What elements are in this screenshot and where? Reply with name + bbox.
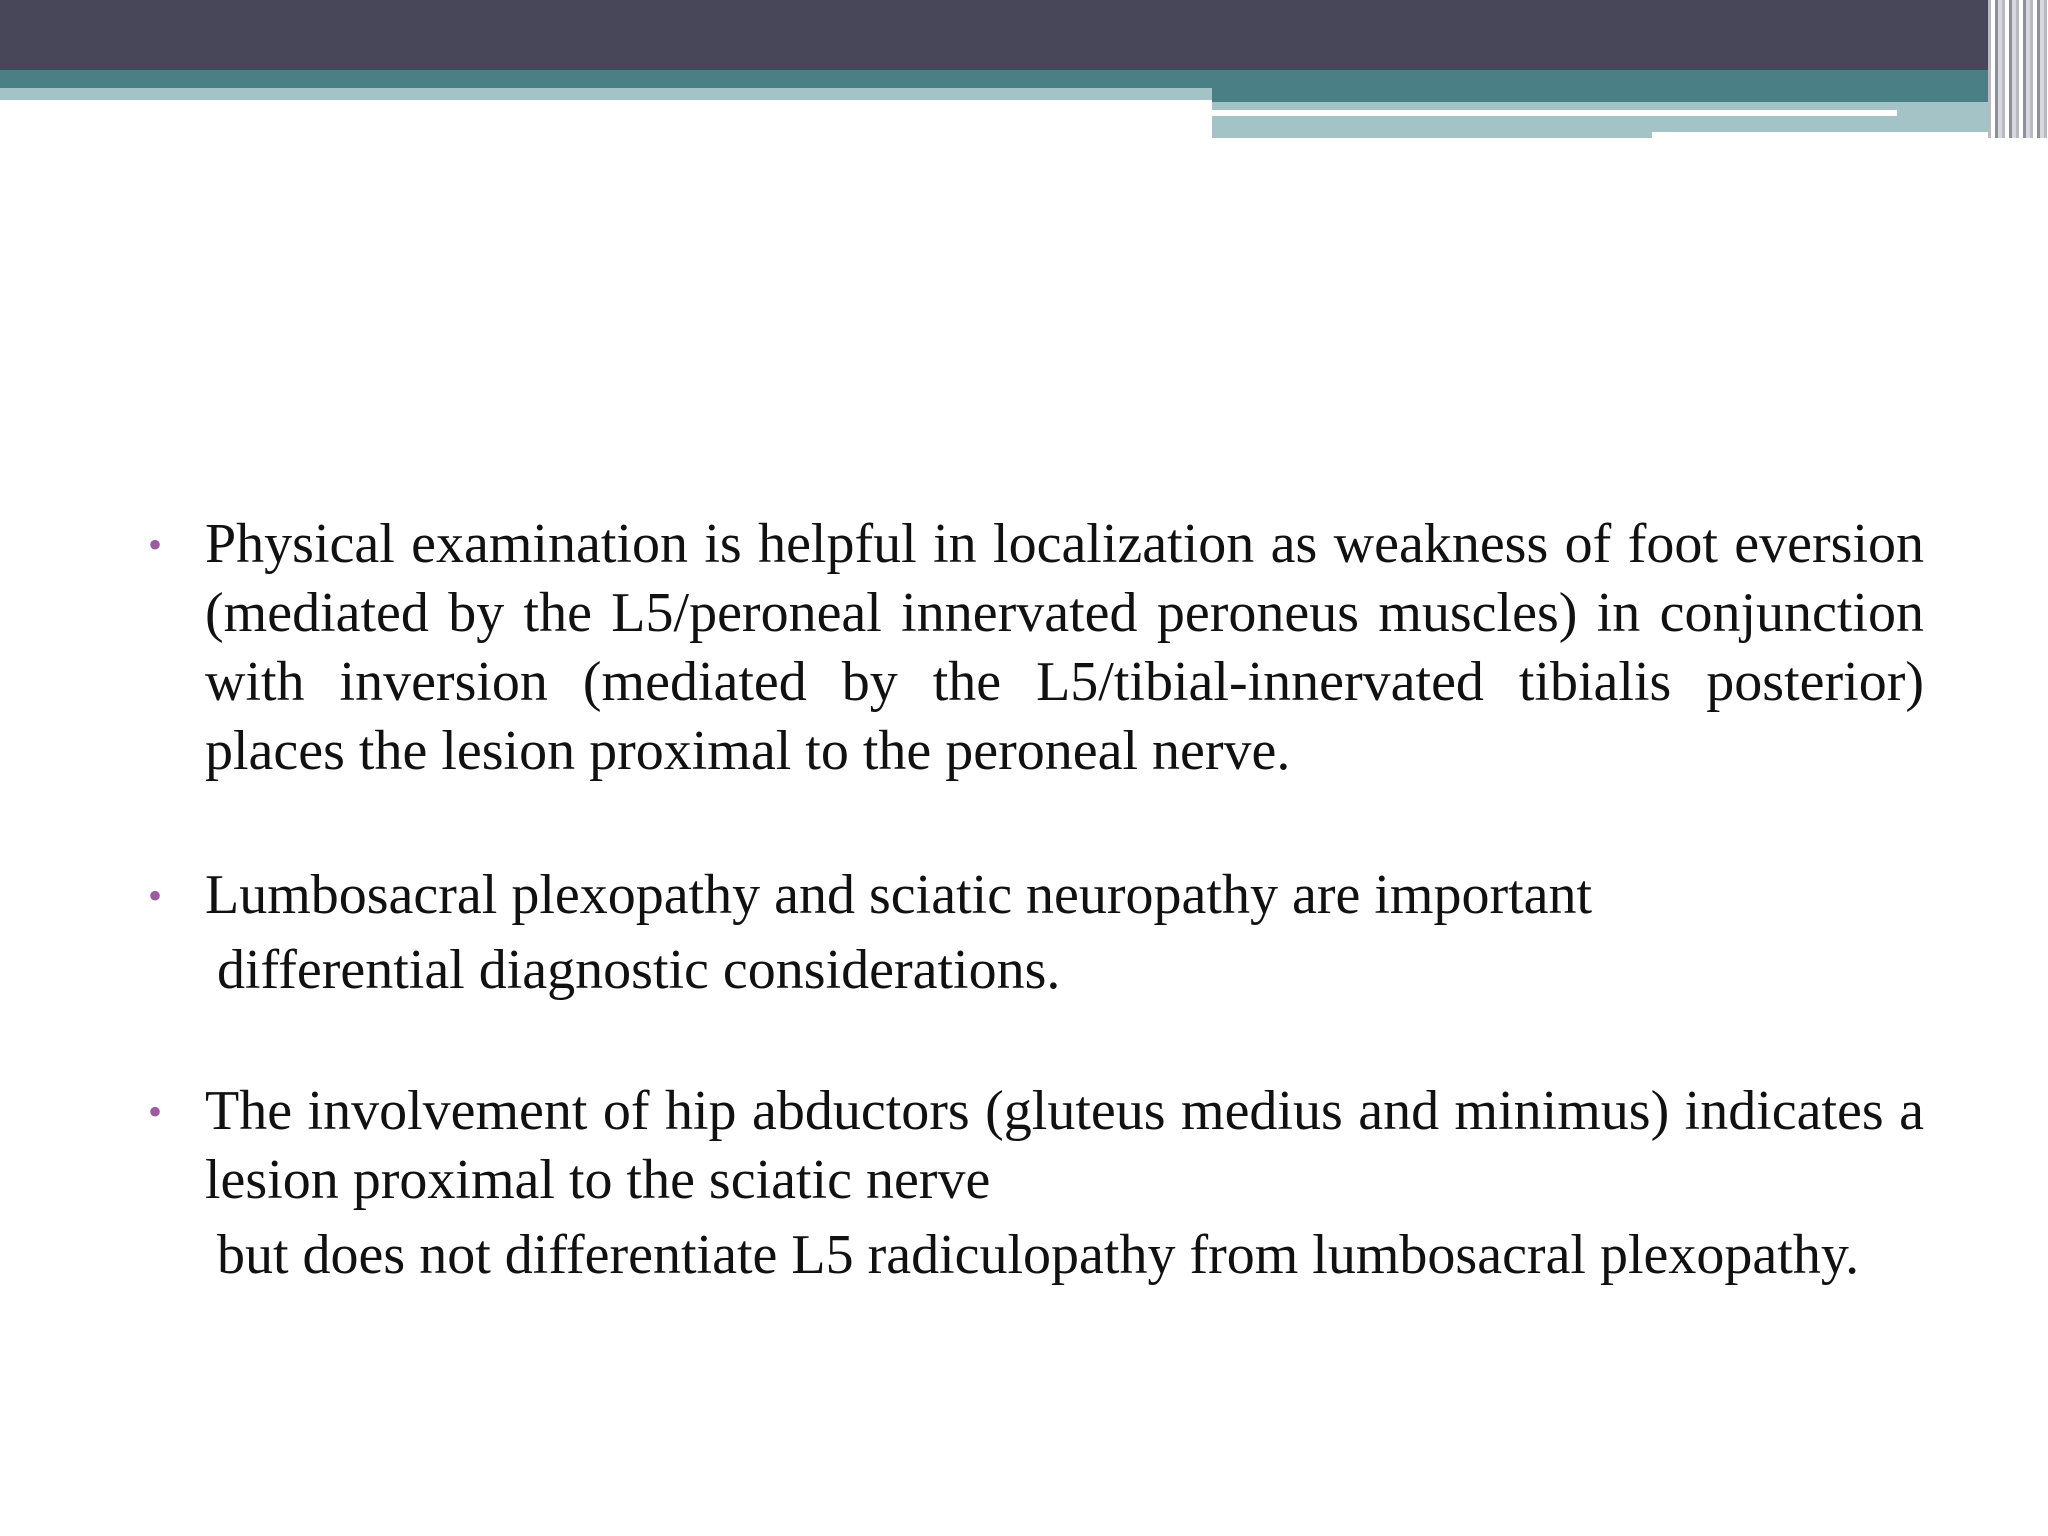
header-band-teal bbox=[0, 70, 1995, 88]
bullet-dot-icon: • bbox=[148, 1089, 163, 1134]
bullet-dot-icon: • bbox=[148, 873, 163, 918]
bullet-text: Lumbosacral plexopathy and sciatic neuropathy are important bbox=[205, 864, 1593, 926]
bullet-item bbox=[148, 510, 1924, 786]
header-band-white-line bbox=[1212, 110, 1897, 116]
header-band-light bbox=[0, 88, 1212, 100]
header-band-teal-right bbox=[1212, 88, 1995, 102]
bullet-list bbox=[148, 510, 1924, 1290]
bullet-continuation: but does not differentiate L5 radiculopathy from lumbosacral plexopathy. bbox=[217, 1224, 1860, 1286]
header-band-dark bbox=[0, 0, 2048, 70]
bullet-continuation: differential diagnostic considerations. bbox=[217, 939, 1061, 1001]
bullet-item bbox=[148, 861, 1924, 1005]
header-stripes bbox=[1988, 0, 2048, 138]
bullet-text: Physical examination is helpful in localization as weakness of foot eversion (mediated by the L5/peroneal innervated peroneus muscles) in conjunction with inversion (mediated by the L5/tibial-innervated tibialis posterior) places the lesion proximal to the peroneal nerve. bbox=[205, 513, 1924, 782]
bullet-item bbox=[148, 1077, 1924, 1290]
header-band-white-line-short bbox=[1652, 132, 1995, 140]
bullet-text: The involvement of hip abductors (gluteus medius and minimus) indicates a lesion proximal to the sciatic nerve bbox=[205, 1080, 1924, 1211]
bullet-dot-icon: • bbox=[148, 522, 163, 567]
